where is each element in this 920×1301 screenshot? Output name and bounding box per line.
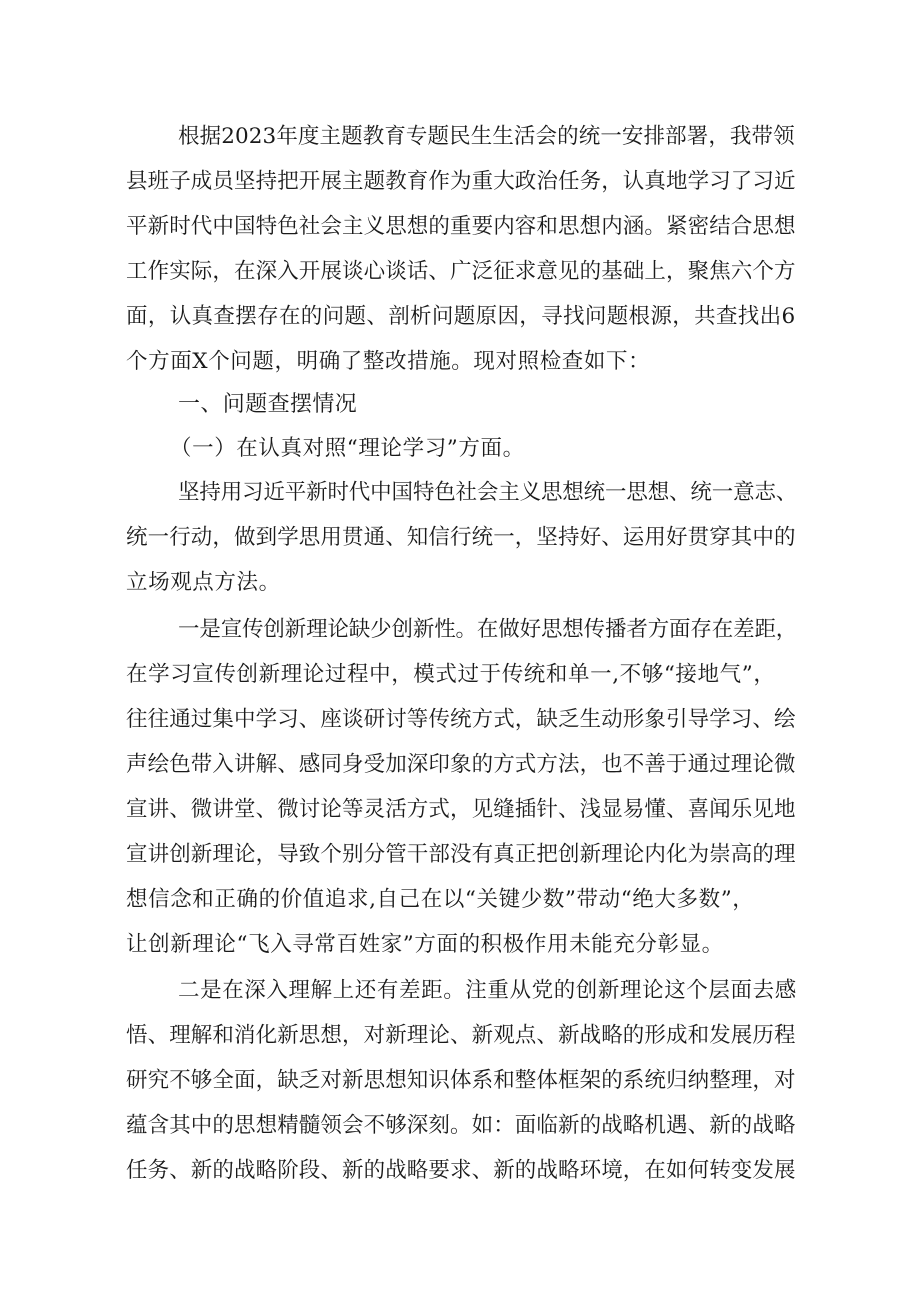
para3-line-2: 悟、理解和消化新思想，对新理论、新观点、新战略的形成和发展历程 bbox=[126, 1023, 796, 1048]
intro-line-2: 县班子成员坚持把开展主题教育作为重大政治任务，认真地学习了习近 bbox=[126, 169, 796, 194]
intro-line-5: 面，认真查摆存在的问题、剖析问题原因，寻找问题根源，共查找出6 bbox=[126, 304, 796, 329]
intro-line-4: 工作实际，在深入开展谈心谈话、广泛征求意见的基础上，聚焦六个方 bbox=[126, 259, 796, 284]
para2-line-5: 宣讲、微讲堂、微讨论等灵活方式，见缝插针、浅显易懂、喜闻乐见地 bbox=[126, 797, 796, 822]
para3-line-3: 研究不够全面，缺乏对新思想知识体系和整体框架的系统归纳整理，对 bbox=[126, 1068, 796, 1093]
intro-line-3: 平新时代中国特色社会主义思想的重要内容和思想内涵。紧密结合思想 bbox=[126, 214, 796, 239]
para2-line-6: 宣讲创新理论，导致个别分管干部没有真正把创新理论内化为崇高的理 bbox=[126, 842, 796, 867]
para3-line-1: 二是在深入理解上还有差距。注重从党的创新理论这个层面去感 bbox=[178, 978, 797, 1003]
intro-line-6: 个方面X个问题，明确了整改措施。现对照检查如下： bbox=[126, 349, 651, 374]
subsection-heading: （一）在认真对照“理论学习”方面。 bbox=[170, 436, 525, 461]
para2-line-2: 在学习宣传创新理论过程中，模式过于传统和单一,不够“接地气”， bbox=[126, 662, 776, 687]
para1-line-1: 坚持用习近平新时代中国特色社会主义思想统一思想、统一意志、 bbox=[178, 480, 798, 505]
para2-line-4: 声绘色带入讲解、感同身受加深印象的方式方法，也不善于通过理论微 bbox=[126, 752, 796, 777]
para3-line-5: 任务、新的战略阶段、新的战略要求、新的战略环境，在如何转变发展 bbox=[126, 1158, 796, 1183]
para3-line-4: 蕴含其中的思想精髓领会不够深刻。如：面临新的战略机遇、新的战略 bbox=[126, 1113, 796, 1138]
para1-line-3: 立场观点方法。 bbox=[126, 570, 281, 595]
section-heading: 一、问题查摆情况 bbox=[178, 392, 358, 417]
intro-line-1: 根据2023年度主题教育专题民生生活会的统一安排部署，我带领 bbox=[178, 124, 795, 149]
para2-line-8: 让创新理论“飞入寻常百姓家”方面的积极作用未能充分彰显。 bbox=[126, 932, 724, 957]
para2-line-7: 想信念和正确的价值追求,自己在以“关键少数”带动“绝大多数”， bbox=[126, 887, 755, 912]
para1-line-2: 统一行动，做到学思用贯通、知信行统一，坚持好、运用好贯穿其中的 bbox=[126, 525, 796, 550]
para2-line-1: 一是宣传创新理论缺少创新性。在做好思想传播者方面存在差距， bbox=[178, 617, 798, 642]
para2-line-3: 往往通过集中学习、座谈研讨等传统方式，缺乏生动形象引导学习、绘 bbox=[126, 707, 796, 732]
